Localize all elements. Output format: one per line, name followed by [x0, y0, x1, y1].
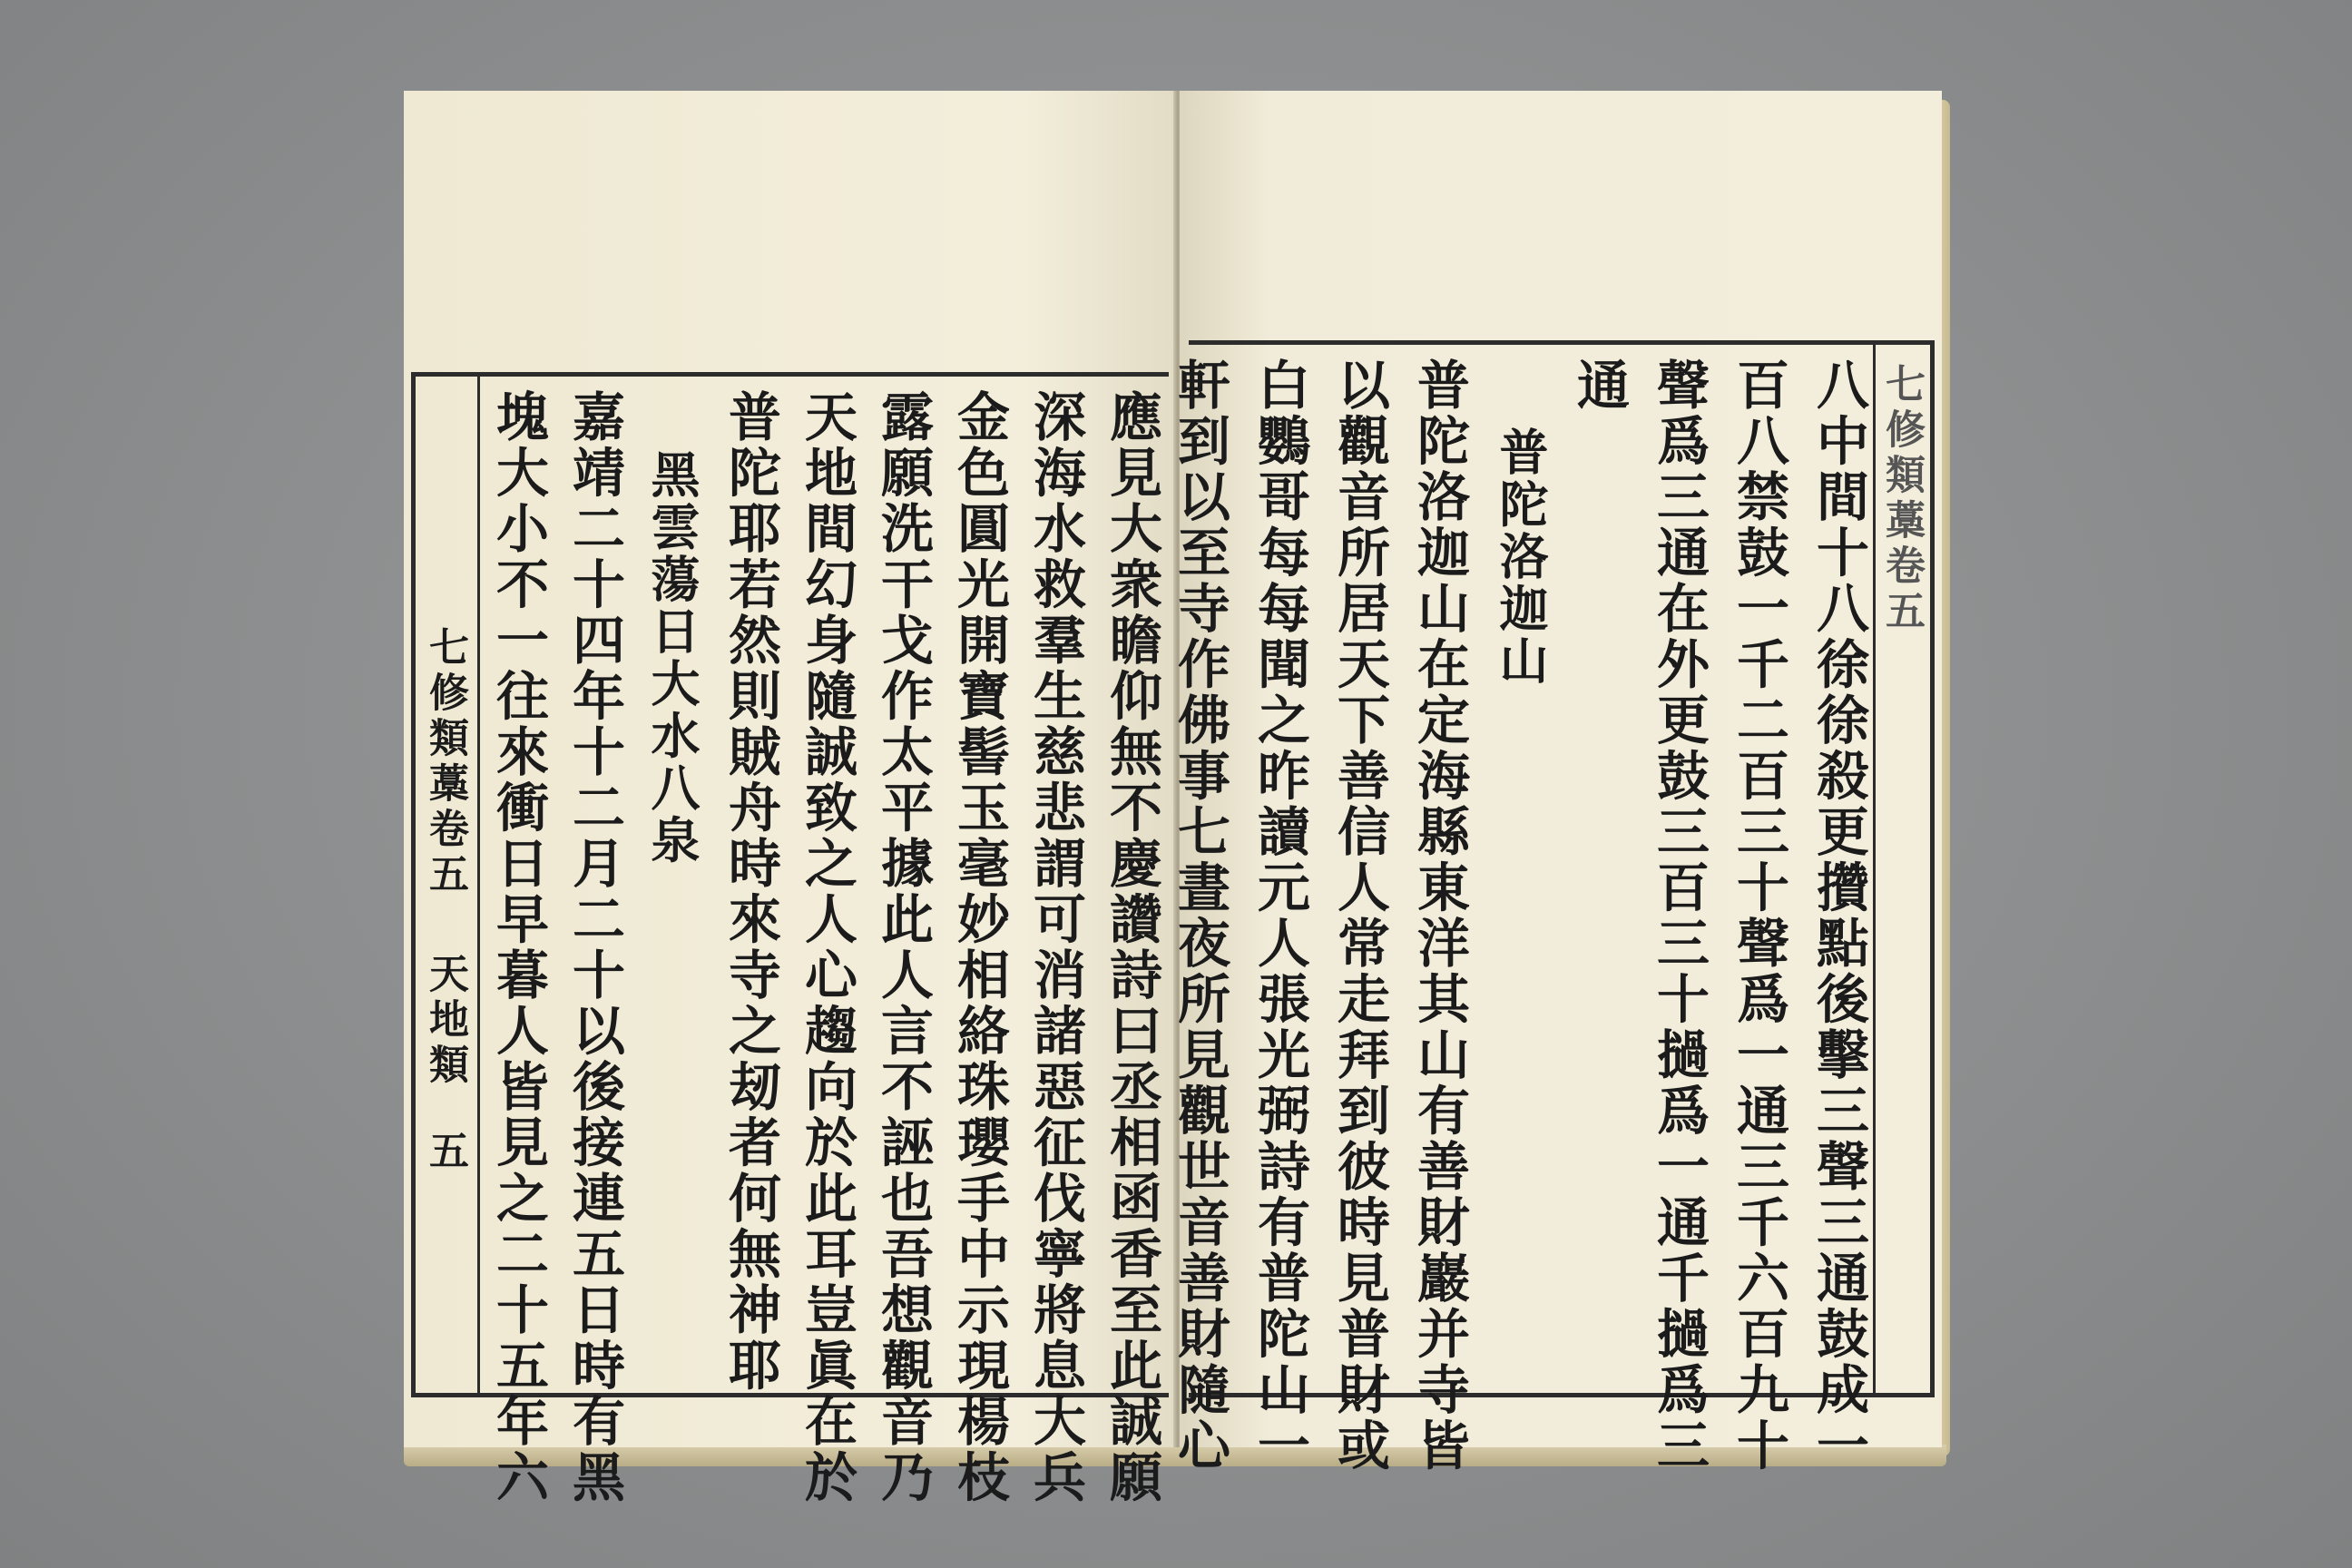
right-page-frame: [1169, 340, 1935, 1474]
text-column-6: 普陀洛迦山在定海縣東洋其山有善財巖并寺皆: [1408, 358, 1470, 1474]
text-column-8: 白鸚哥每每聞之昨讀元人張光弼詩有普陀山一: [1249, 358, 1310, 1474]
text-column-9: 軒到以至寺作佛事七晝夜所見觀世音善財隨心: [1169, 358, 1230, 1474]
section-heading: 普陀洛迦山: [1492, 426, 1550, 688]
text-column-3: 金色圓光開寶髻玉毫妙相絡珠瓔手中示現楊枝: [948, 389, 1010, 1505]
banxin-title: 七修類藁卷五: [1878, 363, 1925, 635]
text-column-9: 塊大小不一往來衝日早暮人皆見之二十五年六: [487, 389, 549, 1505]
banxin-section: 天地類: [422, 953, 468, 1089]
text-column-4: 露願洗干戈作太平據此人言不誣也吾想觀音乃: [872, 389, 934, 1505]
text-column-2: 深海水救羣生慈悲謂可消諸惡征伐寧將息大兵: [1024, 389, 1086, 1505]
text-column-7: 以觀音所居天下善信人常走拜到彼時見普財或: [1328, 358, 1390, 1474]
banxin-page-number: 五: [422, 1130, 468, 1175]
text-column-6: 普陀耶若然則賊舟時來寺之刼者何無神耶: [720, 389, 781, 1394]
right-page: [1169, 91, 1942, 1474]
text-column-2: 百八禁鼓一千二百三十聲爲一通三千六百九十: [1728, 358, 1789, 1474]
text-column-8: 嘉靖二十四年十二月二十以後接連五日時有黑: [564, 389, 625, 1505]
left-banxin: [416, 377, 480, 1393]
section-heading: 黑雲蕩日大水八泉: [643, 449, 701, 867]
left-page: [404, 91, 1177, 1505]
right-banxin: [1873, 345, 1930, 1393]
banxin-title: 七修類藁卷五: [422, 626, 468, 898]
text-column-1: 八中間十八徐徐殺更攢點後擊三聲三通鼓成一: [1808, 358, 1869, 1474]
left-page-frame: [411, 372, 1169, 1505]
text-column-5: 天地間幻身隨誠致之人心趨向於此耳豈眞在於: [796, 389, 858, 1505]
text-column-3: 聲爲三通在外更鼓三百三十撾爲一通千撾爲三: [1648, 358, 1710, 1474]
text-column-4: 通: [1568, 358, 1630, 414]
open-book: [404, 91, 1946, 1505]
text-column-1: 應見大衆瞻仰無不慶讚詩曰丞相函香至此誠願: [1101, 389, 1162, 1505]
